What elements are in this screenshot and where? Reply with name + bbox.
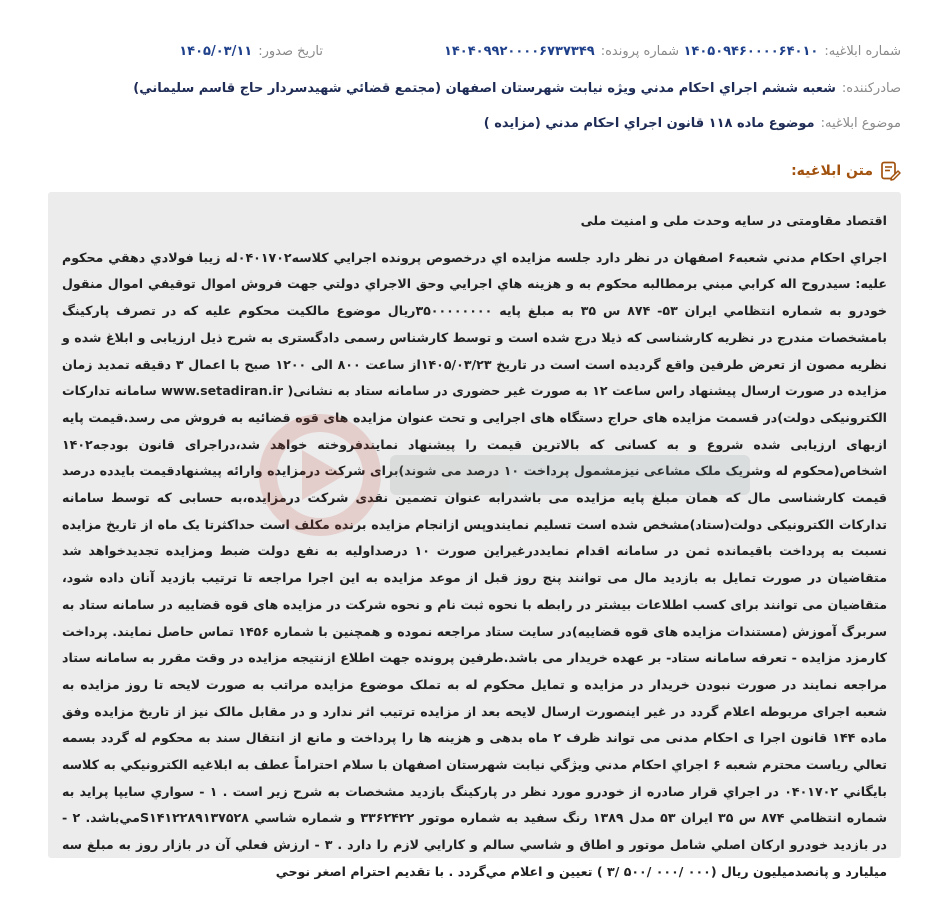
subject-value: موضوع ماده ۱۱۸ قانون اجراي احکام مدني (مزايده )	[483, 116, 815, 131]
notice-number	[679, 44, 901, 59]
case-number-label: شماره پرونده:	[600, 44, 679, 59]
issue-date-value: ۱۴۰۵/۰۳/۱۱	[179, 44, 253, 59]
notice-text-box	[48, 192, 901, 879]
issue-date-label: تاريخ صدور:	[258, 44, 323, 59]
issuer-value: شعبه ششم اجراي احکام مدني ويژه نيابت شهرستان اصفهان (مجتمع قضائي شهيدسردار حاج قاسم سليماني)	[133, 81, 836, 96]
notice-number-label: شماره ابلاغيه:	[824, 44, 901, 59]
subject-row	[38, 116, 901, 131]
case-number-value: ۱۴۰۴۰۹۹۲۰۰۰۰۶۷۳۷۳۴۹	[443, 44, 595, 59]
notice-number-value: ۱۴۰۵۰۹۴۶۰۰۰۰۶۴۰۱۰	[683, 44, 819, 59]
issuer-row	[38, 81, 901, 96]
issuer-label: صادرکننده:	[841, 81, 901, 96]
header-meta-row	[38, 44, 901, 59]
subject-label: موضوع ابلاغيه:	[820, 116, 901, 131]
notice-body: اجراي احكام مدني شعبه۶ اصفهان در نظر دارد جلسه مزايده اي درخصوص پرونده اجرايي كلاسه۰۴۰۱۷۰۲له زيبا فولادي دهقي محكوم عليه: سيدروح اله كرابي مبني برمطالبه محكوم به و هزينه هاي اجرايي وحق الاجراي دولتي جهت فروش اموال توقيفي اموال منقول خودرو به شماره انتظامي ايران ۵۳- ۸۷۴ س ۳۵ به مبلغ پايه ۳۵۰۰۰۰۰۰۰۰ريال موضوع مالكيت محكوم عليه كه در تصرف پاركينگ بامشخصات مندرج در نظريه كارشناسی كه ذيلا درج شده است و توسط كارشناس رسمی دادگستری به شرح ذيل ارزيابی و ابلاغ شده و نظريه مصون از تعرض طرفين واقع گرديده است است در تاريخ ۱۴۰۵/۰۳/۲۳از ساعت ۸۰۰ الی ۱۲۰۰ صبح با اعمال ۳ دقيقه تمديد زمان مزايده در صورت ارسال پيشنهاد راس ساعت ۱۲ به صورت غير حضوری در سامانه ستاد به نشانی( www.setadiran.ir سامانه تداركات الكترونيكی دولت)در قسمت مزايده های حراج دستگاه های اجرايی و تحت عنوان مزايده های قوه قضائيه به فروش می رسد.قيمت پايه ازبهای ارزيابی شده شروع و به كسانی كه بالاترين قيمت را پيشنهاد نمايندفروخته خواهد شد،دراجرای قانون بودجه۱۴۰۲ اشخاص(محكوم له وشريک ملک مشاعی نيزمشمول پرداخت ۱۰ درصد می شوند)برای شركت درمزايده وارائه پيشنهادقيمت بايدده درصد قيمت كارشناسی مال كه همان مبلغ پايه مزايده می باشدرابه عنوان تضمين نقدی شركت درمزايده،به حسابی كه توسط سامانه تداركات الكترونيكی دولت(ستاد)مشخص شده است تسليم نمايندوپس ازانجام مزايده برنده مكلف است حداكثرتا يک ماه از تاريخ مزايده نسبت به پرداخت باقيمانده ثمن در سامانه اقدام نمايددرغيراين صورت ۱۰ درصداوليه به نفع دولت ضبط ومزايده تجديدخواهد شد متقاضيان در صورت تمايل به بازديد مال می توانند پنج روز قبل از موعد مزايده به اين اجرا مراجعه تا ترتيب بازديد آنان داده شود، متقاضيان می توانند برای كسب اطلاعات بيشتر در رابطه با نحوه ثبت نام و نحوه شركت در مزايده های قوه قضاييه در سامانه ستاد به سربرگ آموزش (مستندات مزايده های قوه قضاييه)در سايت ستاد مراجعه نموده و همچنين با شماره ۱۴۵۶ تماس حاصل نمايند. پرداخت كارمزد مزايده - تعرفه سامانه ستاد- بر عهده خريدار می باشد.طرفين پرونده جهت اطلاع ازنتيجه مزايده در وقت مقرر به سامانه ستاد مراجعه نمايند در صورت نبودن خريدار در مزايده و تمايل محكوم له به تملک موضوع مزايده مراتب به صورت لايحه تا روز مزايده به شعبه اجرای مربوطه اعلام گردد در غير اينصورت ارسال لايحه بعد از مزايده ترتيب اثر ندارد و در مقابل مالک نيز از تاريخ مزايده وفق ماده ۱۴۴ قانون اجرا ی احكام مدنی می تواند ظرف ۲ ماه بدهی و هزينه ها را پرداخت و مانع از انتقال سند به محكوم له گردد بسمه تعالي رياست محترم شعبه ۶ اجراي احكام مدني ويژگي نيابت شهرستان اصفهان با سلام احتراماً عطف به ابلاغيه الكترونيكي به كلاسه بايگاني ۰۴۰۱۷۰۲ در اجراي قرار صادره از خودرو مورد نظر در پاركينگ بازديد مشخصات به شرح زير است . ۱ - سواري سايپا پرايد به شماره انتظامي ۸۷۴ س ۳۵ ايران ۵۳ مدل ۱۳۸۹ رنگ سفيد به شماره موتور ۳۳۶۲۴۲۲ و شماره شاسي S۱۴۱۲۲۸۹۱۳۷۵۲۸مي‌باشد. ۲ - در بازديد خودرو اركان اصلي شامل موتور و اطاق و شاسي سالم و كارايي لازم را دارد . ۳ - ارزش فعلي آن در بازار روز به مبلغ سه ميليارد و پانصدميليون ريال (۰۰۰ /۰۰۰ /۵۰۰ /۳ ) تعيين و اعلام مي‌گردد . با تقديم احترام اصغر نوحي	[62, 249, 888, 879]
notice-intro: اقتصاد مقاومتی در سایه وحدت ملی و امنیت ملی	[580, 213, 887, 228]
document-edit-icon	[879, 160, 901, 182]
case-number	[323, 44, 679, 59]
notice-text-title: متن ابلاغيه:	[791, 163, 873, 179]
notice-text-heading	[791, 160, 901, 182]
issue-date	[179, 44, 323, 59]
